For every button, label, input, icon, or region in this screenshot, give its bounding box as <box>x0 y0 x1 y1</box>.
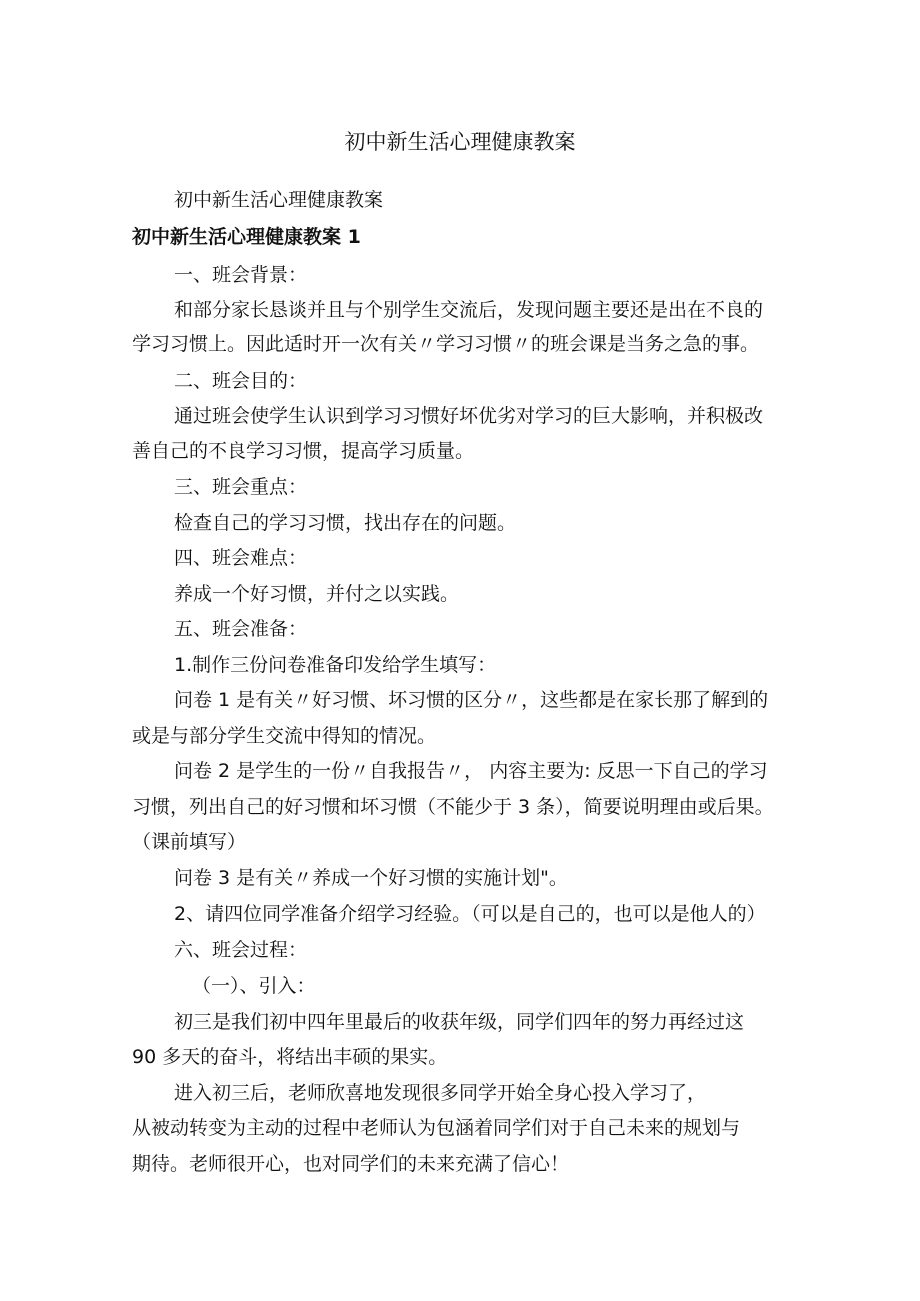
paragraph-line: 习惯，列出自己的好习惯和坏习惯（不能少于 3 条），简要说明理由或后果。 <box>132 796 774 818</box>
paragraph-line: 学习习惯上。因此适时开一次有关〃学习习惯〃的班会课是当务之急的事。 <box>132 333 760 355</box>
heading-intro: （一）、引入： <box>192 975 316 997</box>
paragraph-line: 检查自己的学习习惯，找出存在的问题。 <box>174 512 517 534</box>
paragraph-line: （课前填写） <box>132 831 247 853</box>
paragraph-line: 进入初三后，老师欣喜地发现很多同学开始全身心投入学习了， <box>174 1082 707 1104</box>
heading-purpose: 二、班会目的： <box>174 370 308 392</box>
paragraph-line: 期待。老师很开心，也对同学们的未来充满了信心！ <box>132 1153 570 1175</box>
paragraph-line: 通过班会使学生认识到学习习惯好坏优劣对学习的巨大影响，并积极改 <box>174 405 764 427</box>
paragraph-line: 问卷 1 是有关〃好习惯、坏习惯的区分〃，这些都是在家长那了解到的 <box>174 689 769 711</box>
paragraph-line: 从被动转变为主动的过程中老师认为包涵着同学们对于自己未来的规划与 <box>132 1117 741 1139</box>
heading-preparation: 五、班会准备： <box>174 618 308 640</box>
paragraph-line: 2、请四位同学准备介绍学习经验。（可以是自己的，也可以是他人的） <box>174 903 766 925</box>
section-heading: 初中新生活心理健康教案 1 <box>132 226 361 248</box>
heading-key-point: 三、班会重点： <box>174 476 308 498</box>
heading-process: 六、班会过程： <box>174 939 308 961</box>
paragraph-line: 问卷 2 是学生的一份〃自我报告〃， 内容主要为: 反思一下自己的学习 <box>174 760 768 782</box>
paragraph-line: 善自己的不良学习习惯，提高学习质量。 <box>132 440 475 462</box>
heading-background: 一、班会背景： <box>174 264 308 286</box>
paragraph-line: 初三是我们初中四年里最后的收获年级，同学们四年的努力再经过这 <box>174 1011 745 1033</box>
subtitle-line: 初中新生活心理健康教案 <box>174 189 384 211</box>
paragraph-line: 问卷 3 是有关〃养成一个好习惯的实施计划"。 <box>174 867 568 889</box>
paragraph-line: 和部分家长恳谈并且与个别学生交流后，发现问题主要还是出在不良的 <box>174 299 764 321</box>
paragraph-line: 或是与部分学生交流中得知的情况。 <box>132 725 437 747</box>
paragraph-line: 90 多天的奋斗，将结出丰硕的果实。 <box>132 1046 448 1068</box>
paragraph-line: 1.制作三份问卷准备印发给学生填写： <box>174 654 497 676</box>
document-title: 初中新生活心理健康教案 <box>344 130 576 154</box>
heading-difficulty: 四、班会难点： <box>174 547 308 569</box>
paragraph-line: 养成一个好习惯，并付之以实践。 <box>174 583 460 605</box>
